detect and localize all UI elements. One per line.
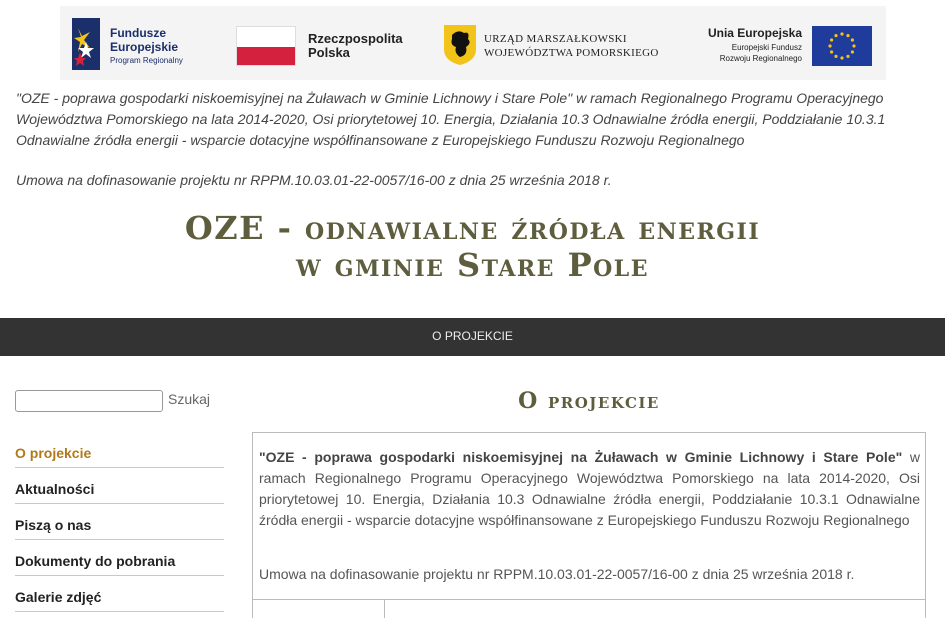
main-navbar (0, 318, 945, 356)
site-title[interactable] (0, 210, 945, 284)
ue-line2: Europejski Fundusz (731, 43, 802, 52)
site-title-line1: OZE - odnawialne źródła energii (184, 209, 761, 247)
content-agreement: Umowa na dofinasowanie projektu nr RPPM.10.03.01-22-0057/16-00 z dnia 25 września 2018 r. (259, 566, 855, 582)
project-intro-text: "OZE - poprawa gospodarki niskoemisyjnej na Żuławach w Gminie Lichnowy i Stare Pole" w ramach Regionalnego Programu Operacyjnego Województwa Pomorskiego na lata 2014-2020, Osi priorytetowej 10. Energia, Działania 10.3 Odnawialne źródła energii, Poddziałanie 10.3.1 Odnawialne źródła energii - wsparcie dotacyjne współfinansowane z Europejskiego Funduszu Rozwoju Regionalnego (16, 90, 886, 148)
content-table (253, 599, 925, 618)
fe-line2: Europejskie (110, 40, 179, 54)
logo-strip (60, 6, 886, 80)
content-body: w ramach Regionalnego Programu Operacyjnego Województwa Pomorskiego na lata 2014-2020, Osi priorytetowej 10. Energia, Działania 10.3 Odnawialne źródła energii, Poddziałanie 10.3.1 Odnawialne źródła energii - wsparcie dotacyjne współfinansowane z Europejskiego Funduszu Rozwoju Regionalnego (259, 449, 920, 528)
um-line1: URZĄD MARSZAŁKOWSKI (484, 33, 627, 45)
search-button[interactable]: Szukaj (168, 391, 211, 407)
site-title-line2: w gminie Stare Pole (295, 246, 650, 284)
ue-line1: Unia Europejska (707, 26, 802, 40)
fundusze-europejskie-logo (70, 6, 220, 80)
rp-line2: Polska (308, 45, 350, 60)
sidebar-menu (15, 432, 224, 612)
sidebar-item-galerie[interactable]: Galerie zdjęć (15, 576, 224, 612)
sidebar-item-pisza-o-nas[interactable]: Piszą o nas (15, 504, 224, 540)
fe-line1: Fundusze (110, 26, 166, 40)
sidebar-item-o-projekcie[interactable]: O projekcie (15, 432, 224, 468)
fundusze-europejskie-icon (72, 18, 100, 70)
urzad-marszalkowski-logo (444, 6, 674, 80)
search-input[interactable] (15, 390, 163, 412)
um-line2: WOJEWÓDZTWA POMORSKIEGO (484, 47, 659, 59)
rp-line1: Rzeczpospolita (308, 31, 403, 46)
content-bold-title: "OZE - poprawa gospodarki niskoemisyjnej na Żuławach w Gminie Lichnowy i Stare Pole" (259, 449, 903, 465)
eu-flag-icon (812, 26, 872, 66)
unia-europejska-logo (696, 6, 876, 80)
sidebar-item-aktualnosci[interactable]: Aktualności (15, 468, 224, 504)
ue-line3: Rozwoju Regionalnego (719, 54, 802, 63)
polish-flag-icon (236, 26, 296, 66)
project-agreement-text: Umowa na dofinasowanie projektu nr RPPM.10.03.01-22-0057/16-00 z dnia 25 września 2018 r. (16, 172, 612, 188)
nav-item-o-projekcie[interactable]: O PROJEKCIE (432, 329, 513, 343)
page-title: O projekcie (518, 388, 660, 414)
rzeczpospolita-logo (236, 6, 426, 80)
fe-line3: Program Regionalny (110, 56, 183, 65)
content-box (252, 432, 926, 618)
pomorskie-crest-icon (444, 25, 476, 65)
sidebar-item-dokumenty[interactable]: Dokumenty do pobrania (15, 540, 224, 576)
table-column-divider (384, 600, 385, 618)
content-description (259, 447, 920, 531)
